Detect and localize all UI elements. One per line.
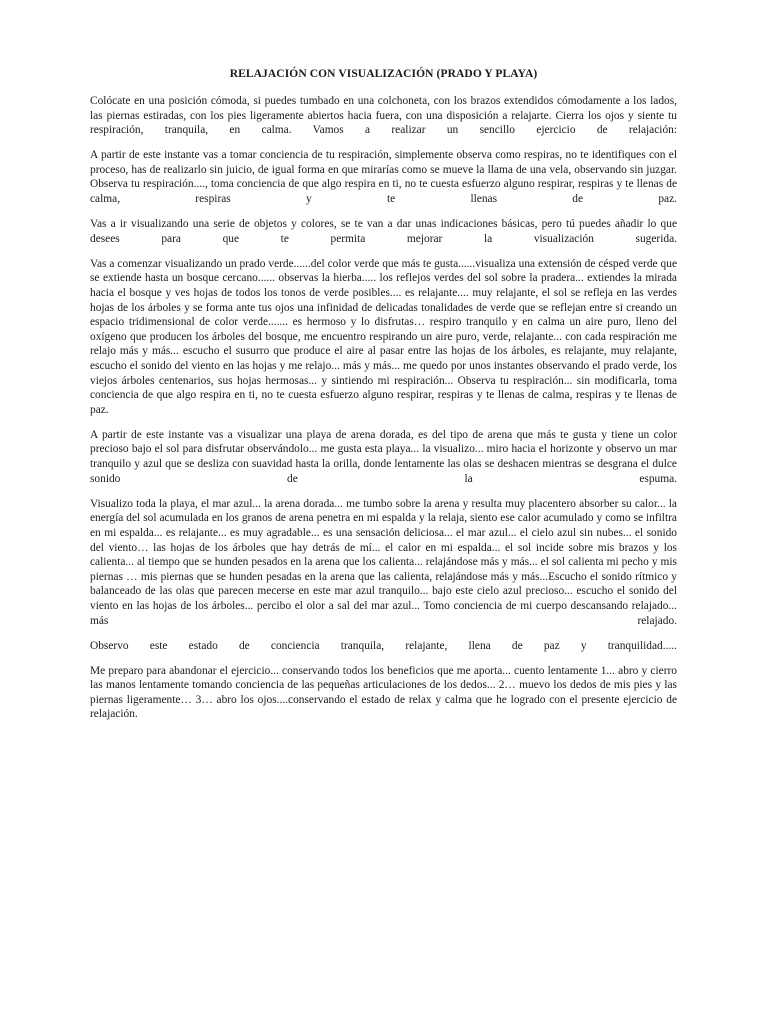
document-page	[90, 66, 677, 733]
paragraph-beach-intro: A partir de este instante vas a visualizar una playa de arena dorada, es del tipo de arena que más te gusta y tiene un color precioso bajo el sol para disfrutar observándolo... me gusta esta playa... la visualizo... miro hacia el horizonte y observo un mar tranquilo y azul que se desliza con suavidad hasta la orilla, donde lentamente las olas se deshacen mientras se desgrana el dulce sonido de la espuma.	[90, 428, 677, 485]
paragraph-intro: Colócate en una posición cómoda, si puedes tumbado en una colchoneta, con los brazos extendidos cómodamente a los lados, las piernas estiradas, con los pies ligeramente abiertos hacia fuera, con una disposición a relajarte. Cierra los ojos y siente tu respiración, tranquila, en calma. Vamos a realizar un sencillo ejercicio de relajación:	[90, 95, 677, 137]
paragraph-visualization-intro: Vas a ir visualizando una serie de objetos y colores, se te van a dar unas indicaciones básicas, pero tú puedes añadir lo que desees para que te permita mejorar la visualización sugerida.	[90, 218, 677, 245]
document-title: RELAJACIÓN CON VISUALIZACIÓN (PRADO Y PLAYA)	[229, 68, 538, 80]
paragraph-meadow: Vas a comenzar visualizando un prado verde......del color verde que más te gusta......visualiza una extensión de césped verde que se extiende hasta un bosque cercano...... observas la hierba..... los reflejos verdes del sol sobre la pradera... extiendes la mirada hacia el bosque y ves hojas de todos los tonos de verde posibles.... es relajante.... muy relajante, el sol se refleja en las verdes hojas de los árboles y se forma ante tus ojos una infinidad de delicadas tonalidades de verde que se reflejan entre si creando un espacio tridimensional de color verde....... es hermoso y lo disfrutas… respiro tranquilo y en calma un aire puro, lleno del oxígeno que producen los árboles del bosque, me encuentro respirando un aire puro, verde, relajante... con cada respiración me relajo más y más... escucho el susurro que produce el aire al pasar entre las hojas de los árboles, es relajante, muy relajante, escucho el sonido del viento en las hojas y me relajo... más y más... me quedo por unos instantes observando el prado verde, los viejos árboles centenarios, sus hojas hermosas... y sintiendo mi respiración... Observa tu respiración... sin modificarla, toma conciencia de que algo respira en ti, no te cuesta esfuerzo alguno respirar, respiras y te llenas de calma, respiras y te llenas de paz.	[90, 257, 677, 416]
paragraph-closing: Me preparo para abandonar el ejercicio... conservando todos los beneficios que me aporta... cuento lentamente 1... abro y cierro las manos lentamente tomando conciencia de las pequeñas articulaciones de los dedos... 2… muevo los dedos de mis pies y las piernas ligeramente… 3… abro los ojos....conservando el estado de relax y calma que he logrado con el presente ejercicio de relajación.	[90, 664, 677, 721]
paragraph-beach: Visualizo toda la playa, el mar azul... la arena dorada... me tumbo sobre la arena y resulta muy placentero absorber su calor... la energía del sol acumulada en los granos de arena penetra en mi espalda y la relaja, siento ese calor acumulado y como se infiltra en mi espalda... es relajante... es muy agradable... es una sensación deliciosa... el mar azul... el cielo azul sin nubes... el sonido del viento… las hojas de los árboles que hay detrás de mí... el calor en mi espalda... el sol incide sobre mis brazos y los calienta... al tiempo que se hunden pesados en la arena que los calienta... relajándose más y más... el sol calienta mi pecho y mis piernas … mis piernas que se hunden pesadas en la arena que las calienta, relajándose más y más...Escucho el sonido rítmico y balanceado de las olas que parecen mecerse en este mar azul tranquilo... bajo este cielo azul precioso... escucho el sonido del viento en las hojas de los árboles... percibo el olor a sal del mar azul... Tomo conciencia de mi cuerpo descansando relajado... más relajado.	[90, 497, 677, 627]
paragraph-observe: Observo este estado de conciencia tranquila, relajante, llena de paz y tranquilidad.....	[90, 639, 677, 652]
paragraph-breathing: A partir de este instante vas a tomar conciencia de tu respiración, simplemente observa como respiras, no te identifiques con el proceso, has de realizarlo sin juicio, de igual forma en que mirarías como se mueve la llama de una vela, observando sin juzgar. Observa tu respiración...., toma conciencia de que algo respira en ti, no te cuesta esfuerzo alguno respirar, respiras y te llenas de calma, respiras y te llenas de paz.	[90, 149, 677, 206]
